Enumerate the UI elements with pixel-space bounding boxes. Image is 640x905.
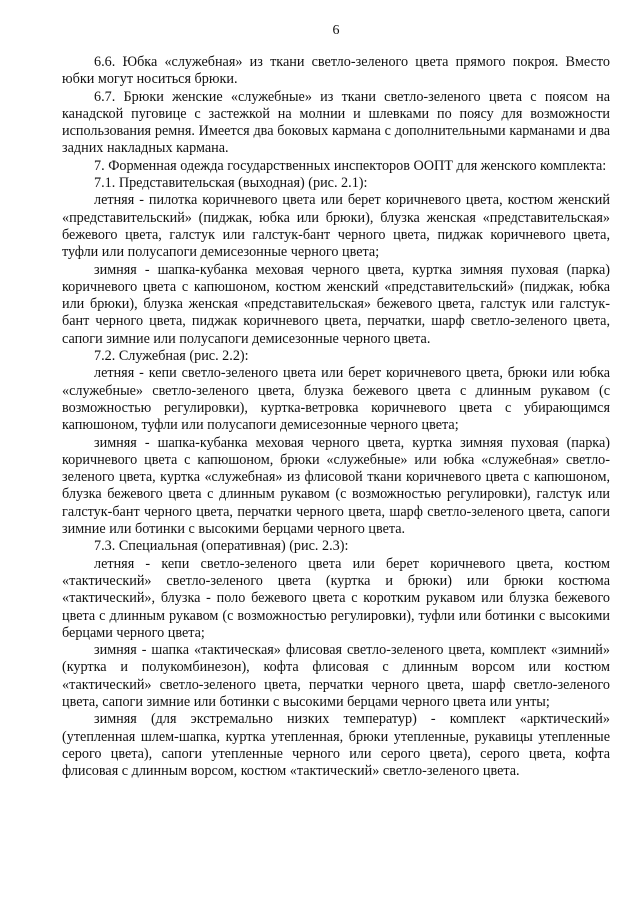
paragraph-7-3-summer: летняя - кепи светло-зеленого цвета или берет коричневого цвета, костюм «тактический» светло-зеленого цвета (куртка и брюки) или брюки костюма «тактический», блузка - поло бежевого цвета с коротким рукавом или блузка бежевого цвета с длинным рукавом (с возможностью регулировки), туфли или ботинки с высокими берцами черного цвета; (62, 555, 610, 641)
paragraph-7-heading: 7. Форменная одежда государственных инспекторов ООПТ для женского комплекта: (94, 157, 607, 174)
paragraph-6-7-trousers: 6.7. Брюки женские «служебные» из ткани светло-зеленого цвета с поясом на канадской пуговице с застежкой на молнии и шлевками по поясу для возможности использования ремня. Имеется два боковых кармана с дополнительными карманами и два задних накладных кармана. (62, 88, 610, 157)
paragraph-7-2-summer: летняя - кепи светло-зеленого цвета или берет коричневого цвета, брюки или юбка «служебные» светло-зеленого цвета, блузка бежевого цвета с длинным рукавом (с возможностью регулировки), куртка-ветровка коричневого цвета с убирающимся капюшоном, туфли или полусапоги демисезонные черного цвета; (62, 365, 610, 434)
paragraph-6-6-skirt: 6.6. Юбка «служебная» из ткани светло-зеленого цвета прямого покроя. Вместо юбки могут носиться брюки. (62, 54, 610, 88)
paragraph-7-1-winter: зимняя - шапка-кубанка меховая черного цвета, куртка зимняя пуховая (парка) коричневого цвета с капюшоном, костюм женский «представительский» (пиджак, юбка или брюки), блузка женская «представительская» бежевого цвета, галстук или галстук-бант черного цвета, пиджак коричневого цвета, перчатки, шарф светло-зеленого цвета, сапоги зимние или полусапоги демисезонные черного цвета. (62, 261, 610, 347)
paragraph-7-1-summer: летняя - пилотка коричневого цвета или берет коричневого цвета, костюм женский «представительский» (пиджак, юбка или брюки), блузка женская «представительская» бежевого цвета, галстук или галстук-бант черного цвета, пиджак коричневого цвета, туфли или полусапоги демисезонные черного цвета; (62, 192, 610, 261)
paragraph-7-2-heading: 7.2. Служебная (рис. 2.2): (94, 348, 249, 365)
paragraph-7-1-heading: 7.1. Представительская (выходная) (рис. 2.1): (94, 175, 368, 192)
document-body (62, 54, 610, 780)
paragraph-7-3-extreme-winter: зимняя (для экстремально низких температур) - комплект «арктический» (утепленная шлем-шапка, куртка утепленная, брюки утепленные, рукавицы утепленные серого цвета), сапоги утепленные черного или серого цвета), серого цвета, кофта флисовая с длинным ворсом, костюм «тактический» светло-зеленого цвета. (62, 711, 610, 780)
paragraph-7-3-winter: зимняя - шапка «тактическая» флисовая светло-зеленого цвета, комплект «зимний» (куртка и полукомбинезон), кофта флисовая с длинным ворсом или костюм «тактический» светло-зеленого цвета, перчатки черного цвета, шарф светло-зеленого цвета, сапоги зимние или ботинки с высокими берцами черного цвета или унты; (62, 642, 610, 710)
paragraph-7-3-heading: 7.3. Специальная (оперативная) (рис. 2.3): (94, 538, 349, 555)
page-number: 6 (332, 23, 340, 38)
paragraph-7-2-winter: зимняя - шапка-кубанка меховая черного цвета, куртка зимняя пуховая (парка) коричневого цвета с капюшоном, брюки «служебные» или юбка «служебная» светло-зеленого цвета, куртка «служебная» из флисовой ткани коричневого цвета с капюшоном, блузка бежевого цвета с длинным рукавом (с возможностью регулировки), галстук или галстук-бант черного цвета, перчатки черного цвета, шарф светло-зеленого цвета, сапоги зимние или ботинки с высокими берцами черного цвета. (62, 434, 610, 538)
